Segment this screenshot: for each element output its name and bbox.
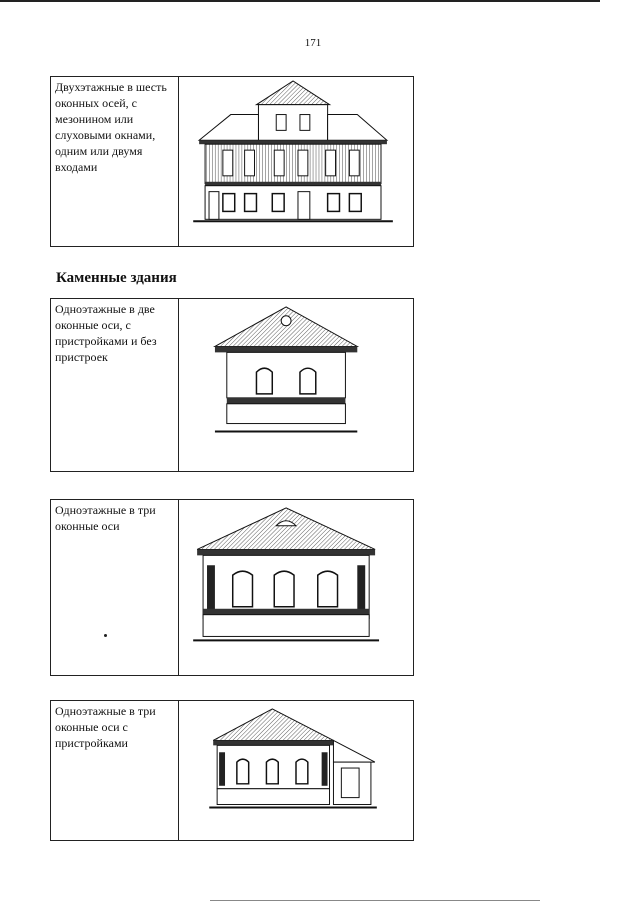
table-row-one-storey-two-window xyxy=(50,298,414,472)
section-heading: Каменные здания xyxy=(56,270,177,286)
facade-drawing xyxy=(179,77,413,246)
row-description: Двухэтажные в шесть оконных осей, с мезонином или слуховыми окнами, одним или двумя входами xyxy=(51,77,179,246)
facade-drawing xyxy=(179,701,413,840)
one-storey-three-window-house-drawing xyxy=(179,500,413,675)
row-description: Одноэтажные в три оконные оси с пристройками xyxy=(51,701,179,840)
one-storey-house-with-annex-drawing xyxy=(179,701,413,840)
page-bottom-rule xyxy=(210,900,540,901)
row-description: Одноэтажные в две оконные оси, с пристройками и без пристроек xyxy=(51,299,179,471)
two-storey-house-drawing xyxy=(179,77,413,246)
table-row-one-storey-three-window xyxy=(50,499,414,676)
row-description: Одноэтажные в три оконные оси xyxy=(51,500,179,675)
facade-drawing xyxy=(179,500,413,675)
table-row-two-storey xyxy=(50,76,414,247)
table-row-one-storey-with-annex xyxy=(50,700,414,841)
facade-drawing xyxy=(179,299,413,471)
page-number: 171 xyxy=(304,37,322,49)
page-top-rule xyxy=(0,0,600,2)
one-storey-two-window-house-drawing xyxy=(179,299,413,471)
stray-mark xyxy=(104,634,107,637)
